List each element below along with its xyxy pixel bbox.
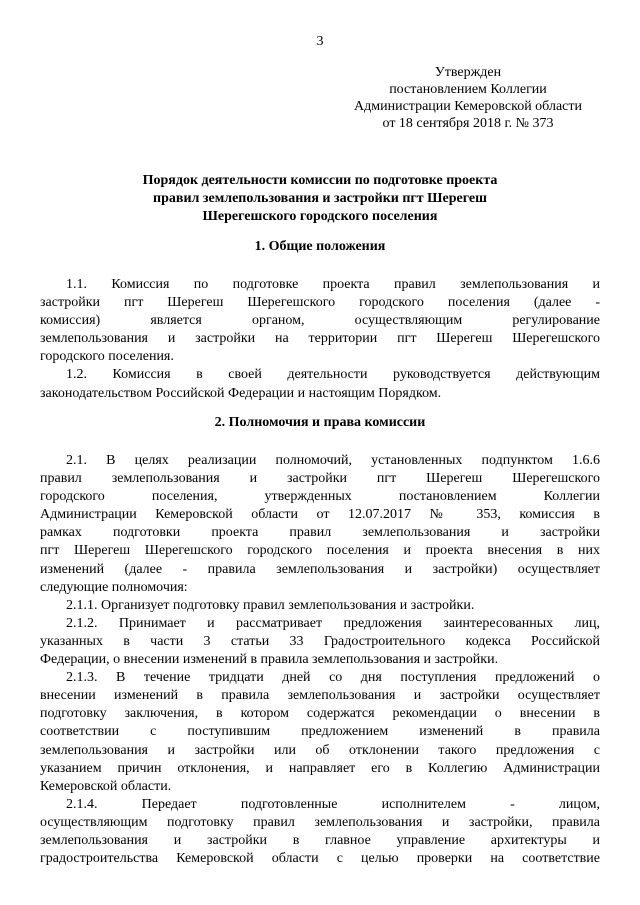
paragraph-line: Кемеровской области. bbox=[40, 778, 172, 794]
paragraph-line: законодательством Российской Федерации и настоящим Порядком. bbox=[40, 385, 442, 401]
approval-line: Администрации Кемеровской области bbox=[354, 99, 582, 114]
paragraph-line: застройки пгт Шерегеш Шерегешского городского поселения (далее - bbox=[40, 295, 600, 311]
page-number: 3 bbox=[316, 34, 324, 49]
paragraph-line: следующие полномочия: bbox=[40, 579, 188, 595]
paragraph-line: указанием причин отклонения, и направляет его в Коллегию Администрации bbox=[40, 760, 600, 776]
paragraph-line: Федерации, о внесении изменений в правила землепользования и застройки. bbox=[40, 652, 499, 668]
title-line: Шерегешского городского поселения bbox=[202, 209, 438, 224]
approval-block bbox=[336, 64, 600, 132]
section-1-body bbox=[40, 276, 600, 403]
approval-line: Утвержден bbox=[434, 65, 502, 80]
paragraph-line: правил землепользования и застройки пгт Шерегеш Шерегешского bbox=[40, 471, 600, 487]
paragraph-line: 2.1.4. Передает подготовленные исполнителем - лицом, bbox=[66, 796, 600, 812]
paragraph-line: градостроительства Кемеровской области с целью проверки на соответствие bbox=[40, 851, 600, 867]
paragraph-line: 2.1.1. Организует подготовку правил землепользования и застройки. bbox=[66, 597, 475, 613]
paragraph-line: землепользования и застройки на территории пгт Шерегеш Шерегешского bbox=[40, 331, 600, 347]
paragraph-line: 1.1. Комиссия по подготовке проекта правил землепользования и bbox=[66, 277, 600, 292]
paragraph-line: землепользования и застройки или об отклонении такого предложения с bbox=[40, 742, 600, 758]
paragraph-line: указанных в части 3 статьи 33 Градостроительного кодекса Российской bbox=[40, 633, 600, 649]
paragraph-line: городского поселения. bbox=[40, 349, 174, 365]
title-line: Порядок деятельности комиссии по подготовке проекта bbox=[142, 173, 498, 188]
paragraph-line: рамках подготовки проекта правил землепользования и застройки bbox=[40, 525, 600, 541]
approval-line: постановлением Коллегии bbox=[389, 82, 547, 97]
paragraph-line: 2.1.2. Принимает и рассматривает предложения заинтересованных лиц, bbox=[66, 615, 600, 631]
paragraph-line: изменений (далее - правила землепользования и застройки) осуществляет bbox=[40, 561, 600, 577]
paragraph-line: 2.1.3. В течение тридцати дней со дня поступления предложений о bbox=[66, 670, 600, 686]
paragraph-line: подготовку заключения, в котором содержатся рекомендации о внесении в bbox=[40, 706, 600, 722]
section-2-heading: 2. Полномочия и права комиссии bbox=[214, 415, 426, 430]
section-1-heading: 1. Общие положения bbox=[254, 239, 386, 254]
section-2-body bbox=[40, 452, 600, 868]
paragraph-line: внесении изменений в правила землепользования и застройки осуществляет bbox=[40, 688, 600, 704]
paragraph-line: комиссия) является органом, осуществляющим регулирование bbox=[40, 313, 600, 329]
paragraph-line: городского поселения, утвержденных постановлением Коллегии bbox=[40, 489, 600, 505]
paragraph-line: осуществляющим подготовку правил землепользования и застройки, правила bbox=[40, 814, 600, 830]
paragraph-line: Администрации Кемеровской области от 12.07.2017 № 353, комиссия в bbox=[40, 507, 600, 523]
paragraph-line: пгт Шерегеш Шерегешского городского поселения и проекта внесения в них bbox=[40, 543, 600, 559]
paragraph-line: 2.1. В целях реализации полномочий, установленных подпунктом 1.6.6 bbox=[66, 453, 600, 468]
paragraph-line: соответствии с поступившим предложением изменений в правила bbox=[40, 724, 600, 740]
document-title bbox=[40, 172, 600, 226]
title-line: правил землепользования и застройки пгт Шерегеш bbox=[153, 191, 487, 206]
paragraph-line: землепользования и застройки в главное управление архитектуры и bbox=[40, 832, 600, 848]
paragraph-line: 1.2. Комиссия в своей деятельности руководствуется действующим bbox=[66, 367, 600, 383]
approval-line: от 18 сентября 2018 г. № 373 bbox=[382, 116, 554, 131]
